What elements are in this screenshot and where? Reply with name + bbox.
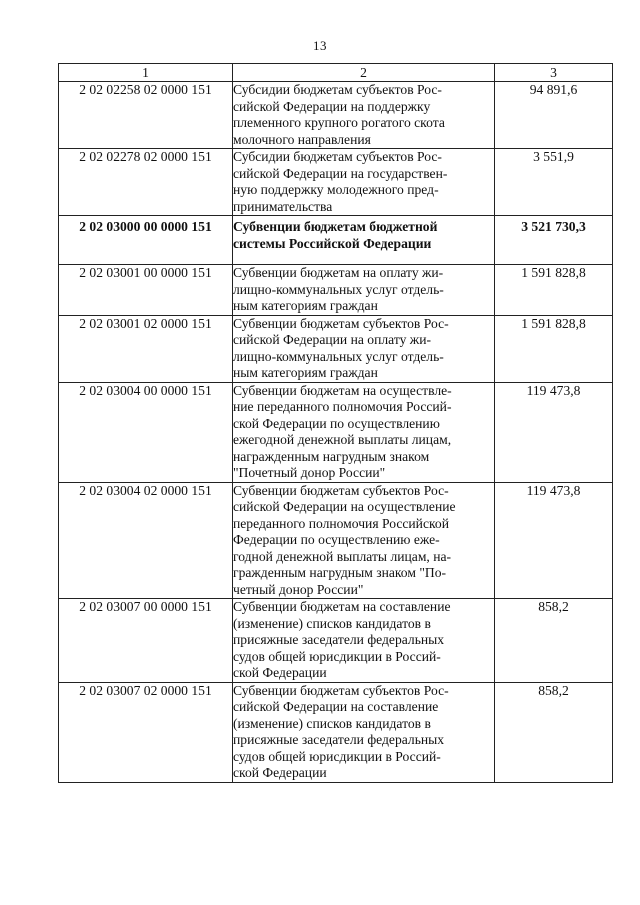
description-line: ную поддержку молодежного пред- <box>233 182 439 197</box>
budget-code-cell: 2 02 03004 00 0000 151 <box>59 382 233 482</box>
description-line: годной денежной выплаты лицам, на- <box>233 548 452 564</box>
description-line: (изменение) списков кандидатов в <box>233 615 431 631</box>
description-line: лищно-коммунальных услуг отдель- <box>233 348 444 364</box>
description-line: "Почетный донор России" <box>233 465 386 480</box>
column-header-description: 2 <box>233 64 495 82</box>
description-line: присяжные заседатели федеральных <box>233 632 445 647</box>
description-line: Субсидии бюджетам субъектов Рос- <box>233 82 442 97</box>
budget-code-cell: 2 02 03001 00 0000 151 <box>59 265 233 316</box>
table-body <box>59 82 613 783</box>
description-line: Субвенции бюджетам на оплату жи- <box>233 265 444 280</box>
table-row <box>59 82 613 149</box>
description-cell <box>233 315 495 382</box>
table-row <box>59 482 613 599</box>
description-line: принимательства <box>233 198 333 214</box>
description-line: Субвенции бюджетам на составление <box>233 599 451 614</box>
budget-code-cell: 2 02 03007 02 0000 151 <box>59 682 233 782</box>
budget-code-cell: 2 02 03001 02 0000 151 <box>59 315 233 382</box>
description-line: Субвенции бюджетам на осуществле- <box>233 382 452 398</box>
description-line: ежегодной денежной выплаты лицам, <box>233 432 452 447</box>
description-line: присяжные заседатели федеральных <box>233 732 445 747</box>
budget-code-cell: 2 02 03007 00 0000 151 <box>59 599 233 683</box>
table-row <box>59 216 613 265</box>
description-line: награжденным нагрудным знаком <box>233 448 430 464</box>
description-line: сийской Федерации на осуществление <box>233 499 456 514</box>
budget-code-cell: 2 02 02278 02 0000 151 <box>59 149 233 216</box>
table-header <box>59 64 613 82</box>
description-line: молочного направления <box>233 131 371 147</box>
budget-code-cell: 2 02 03000 00 0000 151 <box>59 216 233 265</box>
description-line: Федерации по осуществлению еже- <box>233 532 440 547</box>
description-line: Субвенции бюджетам бюджетной <box>233 219 438 234</box>
description-cell <box>233 682 495 782</box>
description-cell <box>233 265 495 316</box>
description-line: сийской Федерации на составление <box>233 699 439 714</box>
description-cell <box>233 382 495 482</box>
table-row <box>59 682 613 782</box>
amount-cell: 119 473,8 <box>495 482 613 599</box>
table-row <box>59 382 613 482</box>
page-number: 13 <box>313 38 327 53</box>
description-line: ным категориям граждан <box>233 365 378 380</box>
header-row <box>59 64 613 82</box>
amount-cell: 3 551,9 <box>495 149 613 216</box>
amount-cell: 858,2 <box>495 599 613 683</box>
description-line: Субсидии бюджетам субъектов Рос- <box>233 149 442 164</box>
description-line: ской Федерации по осуществлению <box>233 415 440 431</box>
description-line: переданного полномочия Российской <box>233 515 449 531</box>
amount-cell: 858,2 <box>495 682 613 782</box>
description-line: Субвенции бюджетам субъектов Рос- <box>233 315 449 331</box>
budget-code-cell: 2 02 02258 02 0000 151 <box>59 82 233 149</box>
description-line: лищно-коммунальных услуг отдель- <box>233 281 444 297</box>
amount-cell: 1 591 828,8 <box>495 315 613 382</box>
description-line: судов общей юрисдикции в Россий- <box>233 648 441 664</box>
description-line: ние переданного полномочия Россий- <box>233 399 452 414</box>
amount-cell: 119 473,8 <box>495 382 613 482</box>
table-row <box>59 149 613 216</box>
description-cell <box>233 149 495 216</box>
budget-table <box>58 63 613 783</box>
amount-cell: 1 591 828,8 <box>495 265 613 316</box>
description-line: четный донор России" <box>233 581 364 597</box>
description-cell <box>233 599 495 683</box>
column-header-code: 1 <box>59 64 233 82</box>
description-line: гражденным нагрудным знаком "По- <box>233 565 447 580</box>
description-cell <box>233 82 495 149</box>
description-line: судов общей юрисдикции в Россий- <box>233 748 441 764</box>
table-row <box>59 599 613 683</box>
description-line: сийской Федерации на государствен- <box>233 165 448 181</box>
description-line: ской Федерации <box>233 765 327 780</box>
description-line: системы Российской Федерации <box>233 235 432 251</box>
description-line: Субвенции бюджетам субъектов Рос- <box>233 682 449 698</box>
table-row <box>59 315 613 382</box>
budget-code-cell: 2 02 03004 02 0000 151 <box>59 482 233 599</box>
description-line: ской Федерации <box>233 665 327 680</box>
amount-cell: 94 891,6 <box>495 82 613 149</box>
description-line: сийской Федерации на поддержку <box>233 98 431 114</box>
description-line: племенного крупного рогатого скота <box>233 115 445 130</box>
description-line: (изменение) списков кандидатов в <box>233 715 431 731</box>
amount-cell: 3 521 730,3 <box>495 216 613 265</box>
column-header-amount: 3 <box>495 64 613 82</box>
description-cell <box>233 482 495 599</box>
description-line: ным категориям граждан <box>233 298 378 313</box>
table-row <box>59 265 613 316</box>
description-cell <box>233 216 495 265</box>
description-line: сийской Федерации на оплату жи- <box>233 332 431 347</box>
description-line: Субвенции бюджетам субъектов Рос- <box>233 482 449 498</box>
